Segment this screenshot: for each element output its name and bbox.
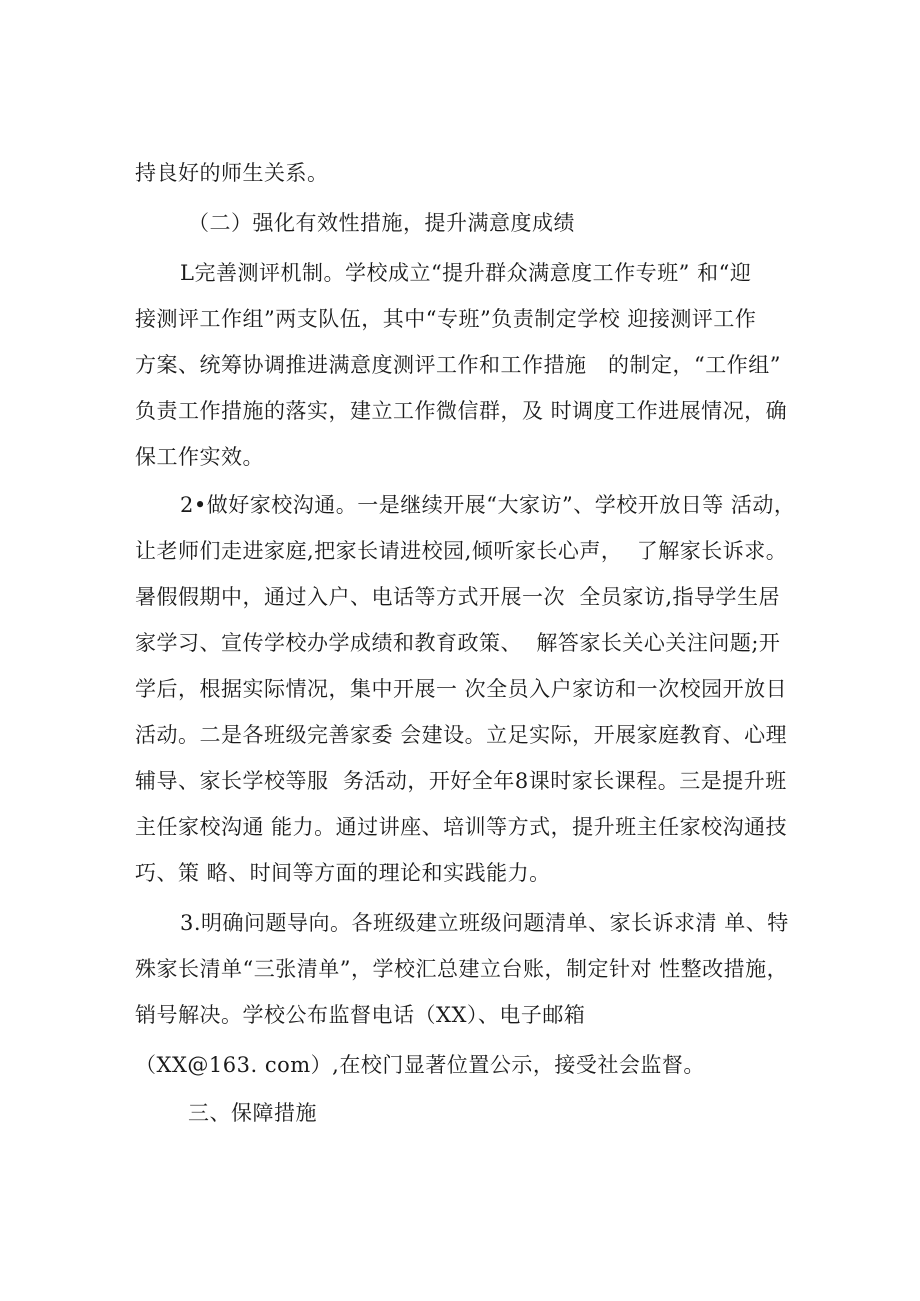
text-line: 2•做好家校沟通。一是继续开展“大家访”、学校开放日等 活动，	[180, 493, 796, 517]
text-line: 负责工作措施的落实，建立工作微信群，及 时调度工作进展情况，确	[135, 399, 788, 423]
text-line: 持良好的师生关系。	[135, 161, 329, 185]
text-line: 方案、统筹协调推进满意度测评工作和工作措施 的制定，“工作组”	[135, 353, 781, 377]
text-line: 暑假假期中，通过入户、电话等方式开展一次 全员家访,指导学生居	[135, 585, 781, 609]
text-line: 销号解决。学校公布监督电话（XX）、电子邮箱	[135, 1003, 586, 1027]
text-line: 保工作实效。	[135, 445, 264, 469]
text-line: 主任家校沟通 能力。通过讲座、培训等方式，提升班主任家校沟通技	[135, 815, 788, 839]
text-line: 3.明确问题导向。各班级建立班级问题清单、家长诉求清 单、特	[180, 911, 789, 935]
section-heading: （二）强化有效性措施，提升满意度成绩	[188, 211, 575, 235]
text-line: 学后，根据实际情况，集中开展一 次全员入户家访和一次校园开放日	[135, 677, 788, 701]
text-line: 巧、策 略、时间等方面的理论和实践能力。	[135, 861, 551, 885]
text-line: 活动。二是各班级完善家委 会建设。立足实际，开展家庭教育、心理	[135, 723, 788, 747]
text-line: 辅导、家长学校等服 务活动，开好全年8课时家长课程。三是提升班	[135, 769, 787, 793]
text-line: （XX@163. com）,在校门显著位置公示，接受社会监督。	[135, 1053, 705, 1077]
section-heading: 三、保障措施	[188, 1101, 317, 1125]
text-line: 家学习、宣传学校办学成绩和教育政策、 解答家长关心关注问题;开	[135, 631, 781, 655]
text-line: 殊家长清单“三张清单”，学校汇总建立台账，制定针对 性整改措施，	[135, 957, 789, 981]
text-line: 让老师们走进家庭,把家长请进校园,倾听家长心声， 了解家长诉求。	[135, 539, 788, 563]
text-line: L完善测评机制。学校成立“提升群众满意度工作专班” 和“迎	[180, 261, 752, 285]
text-line: 接测评工作组”两支队伍，其中“专班”负责制定学校 迎接测评工作	[135, 307, 757, 331]
